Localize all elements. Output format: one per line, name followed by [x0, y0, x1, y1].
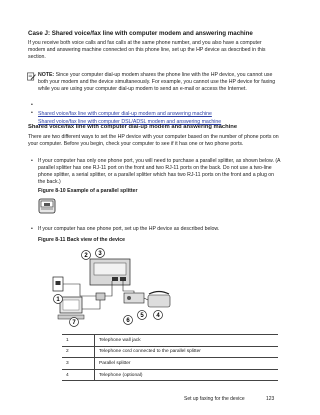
footer-section-title: Set up faxing for the device [184, 396, 245, 402]
legend-num: 1 [62, 335, 95, 347]
callout-4 [154, 311, 163, 320]
note-pencil-icon [27, 72, 36, 81]
legend-num: 2 [62, 346, 95, 358]
telephone-icon [148, 292, 170, 308]
case-title: Case J: Shared voice/fax line with computer modem and answering machine [28, 30, 253, 37]
callout-3 [96, 249, 105, 258]
callout-7 [70, 318, 79, 327]
bullet-dot: • [31, 158, 33, 164]
note-body: Since your computer dial-up modem shares the phone line with the HP device, you cannot use both your modem and the device simultaneously. For example, you cannot use the HP device for faxing while you are using your computer dial-up modem to send an e-mail or access the Internet. [38, 72, 276, 93]
callout-1-label: 1 [56, 297, 60, 303]
callout-2-label: 2 [84, 253, 88, 259]
figure-2-caption: Figure 8-11 Back view of the device [38, 237, 126, 243]
figure-1-caption: Figure 8-10 Example of a parallel splitter [38, 188, 138, 194]
footer-page-number: 123 [266, 396, 275, 402]
callout-3-label: 3 [98, 251, 102, 257]
bullet-2-text: If your computer has one phone port, set up the HP device as described below. [38, 226, 220, 232]
bullet-item-2 [31, 226, 282, 233]
splitter-icon [96, 293, 105, 300]
note-text [38, 72, 278, 93]
table-row [62, 346, 278, 358]
callout-7-label: 7 [72, 320, 76, 326]
legend-desc: Telephone wall jack [95, 335, 279, 347]
table-row [62, 358, 278, 370]
callout-5-label: 5 [140, 313, 144, 319]
legend-desc: Telephone cord connected to the parallel splitter [95, 346, 279, 358]
link-dialup-modem[interactable]: Shared voice/fax line with computer dial-up modem and answering machine [38, 111, 212, 117]
link-dsl-modem[interactable]: Shared voice/fax line with computer DSL/ADSL modem and answering machine [38, 119, 222, 125]
bullet-dot: • [31, 226, 33, 232]
printer-device-icon [90, 259, 130, 285]
device-back-view-diagram [50, 247, 180, 327]
table-row [62, 369, 278, 381]
bullet-dot: • [31, 110, 33, 116]
callout-5 [138, 311, 147, 320]
legend-desc: Parallel splitter [95, 358, 279, 370]
legend-num: 3 [62, 358, 95, 370]
callout-1 [54, 295, 63, 304]
callout-6-label: 6 [126, 318, 130, 324]
bullet-1-text: If your computer has only one phone port, you will need to purchase a parallel splitter, as shown below. (A parallel splitter has one RJ-11 port on the front and two RJ-11 ports on the back. Do not use a two-line phone splitter, a serial splitter, or a parallel splitter which has two RJ-11 ports on the front and a plug on the back.) [38, 158, 281, 186]
note-box [38, 72, 278, 93]
parallel-splitter-illustration [38, 197, 56, 215]
note-label: NOTE: [38, 72, 55, 78]
callout-6 [124, 316, 133, 325]
legend-num: 4 [62, 369, 95, 381]
intro-paragraph: If you receive both voice calls and fax calls at the same phone number, and you also have a computer modem and answering machine connected on this phone line, set up the HP device as described in this section. [28, 40, 266, 61]
section-heading: Shared voice/fax line with computer dial-up modem and answering machine [28, 124, 238, 130]
table-row [62, 335, 278, 347]
legend-desc: Telephone (optional) [95, 369, 279, 381]
callout-legend-table [62, 334, 278, 381]
wall-jack-icon [53, 277, 63, 291]
bullet-dot: • [31, 102, 33, 108]
callout-2 [82, 251, 91, 260]
section-intro-paragraph: There are two different ways to set the HP device with your computer based on the number of phone ports on your computer. Before you begin, check your computer to see if it has one or two phone ports. [28, 134, 279, 148]
bullet-item-1 [31, 158, 282, 186]
answering-machine-icon [124, 293, 144, 303]
callout-4-label: 4 [156, 313, 160, 319]
